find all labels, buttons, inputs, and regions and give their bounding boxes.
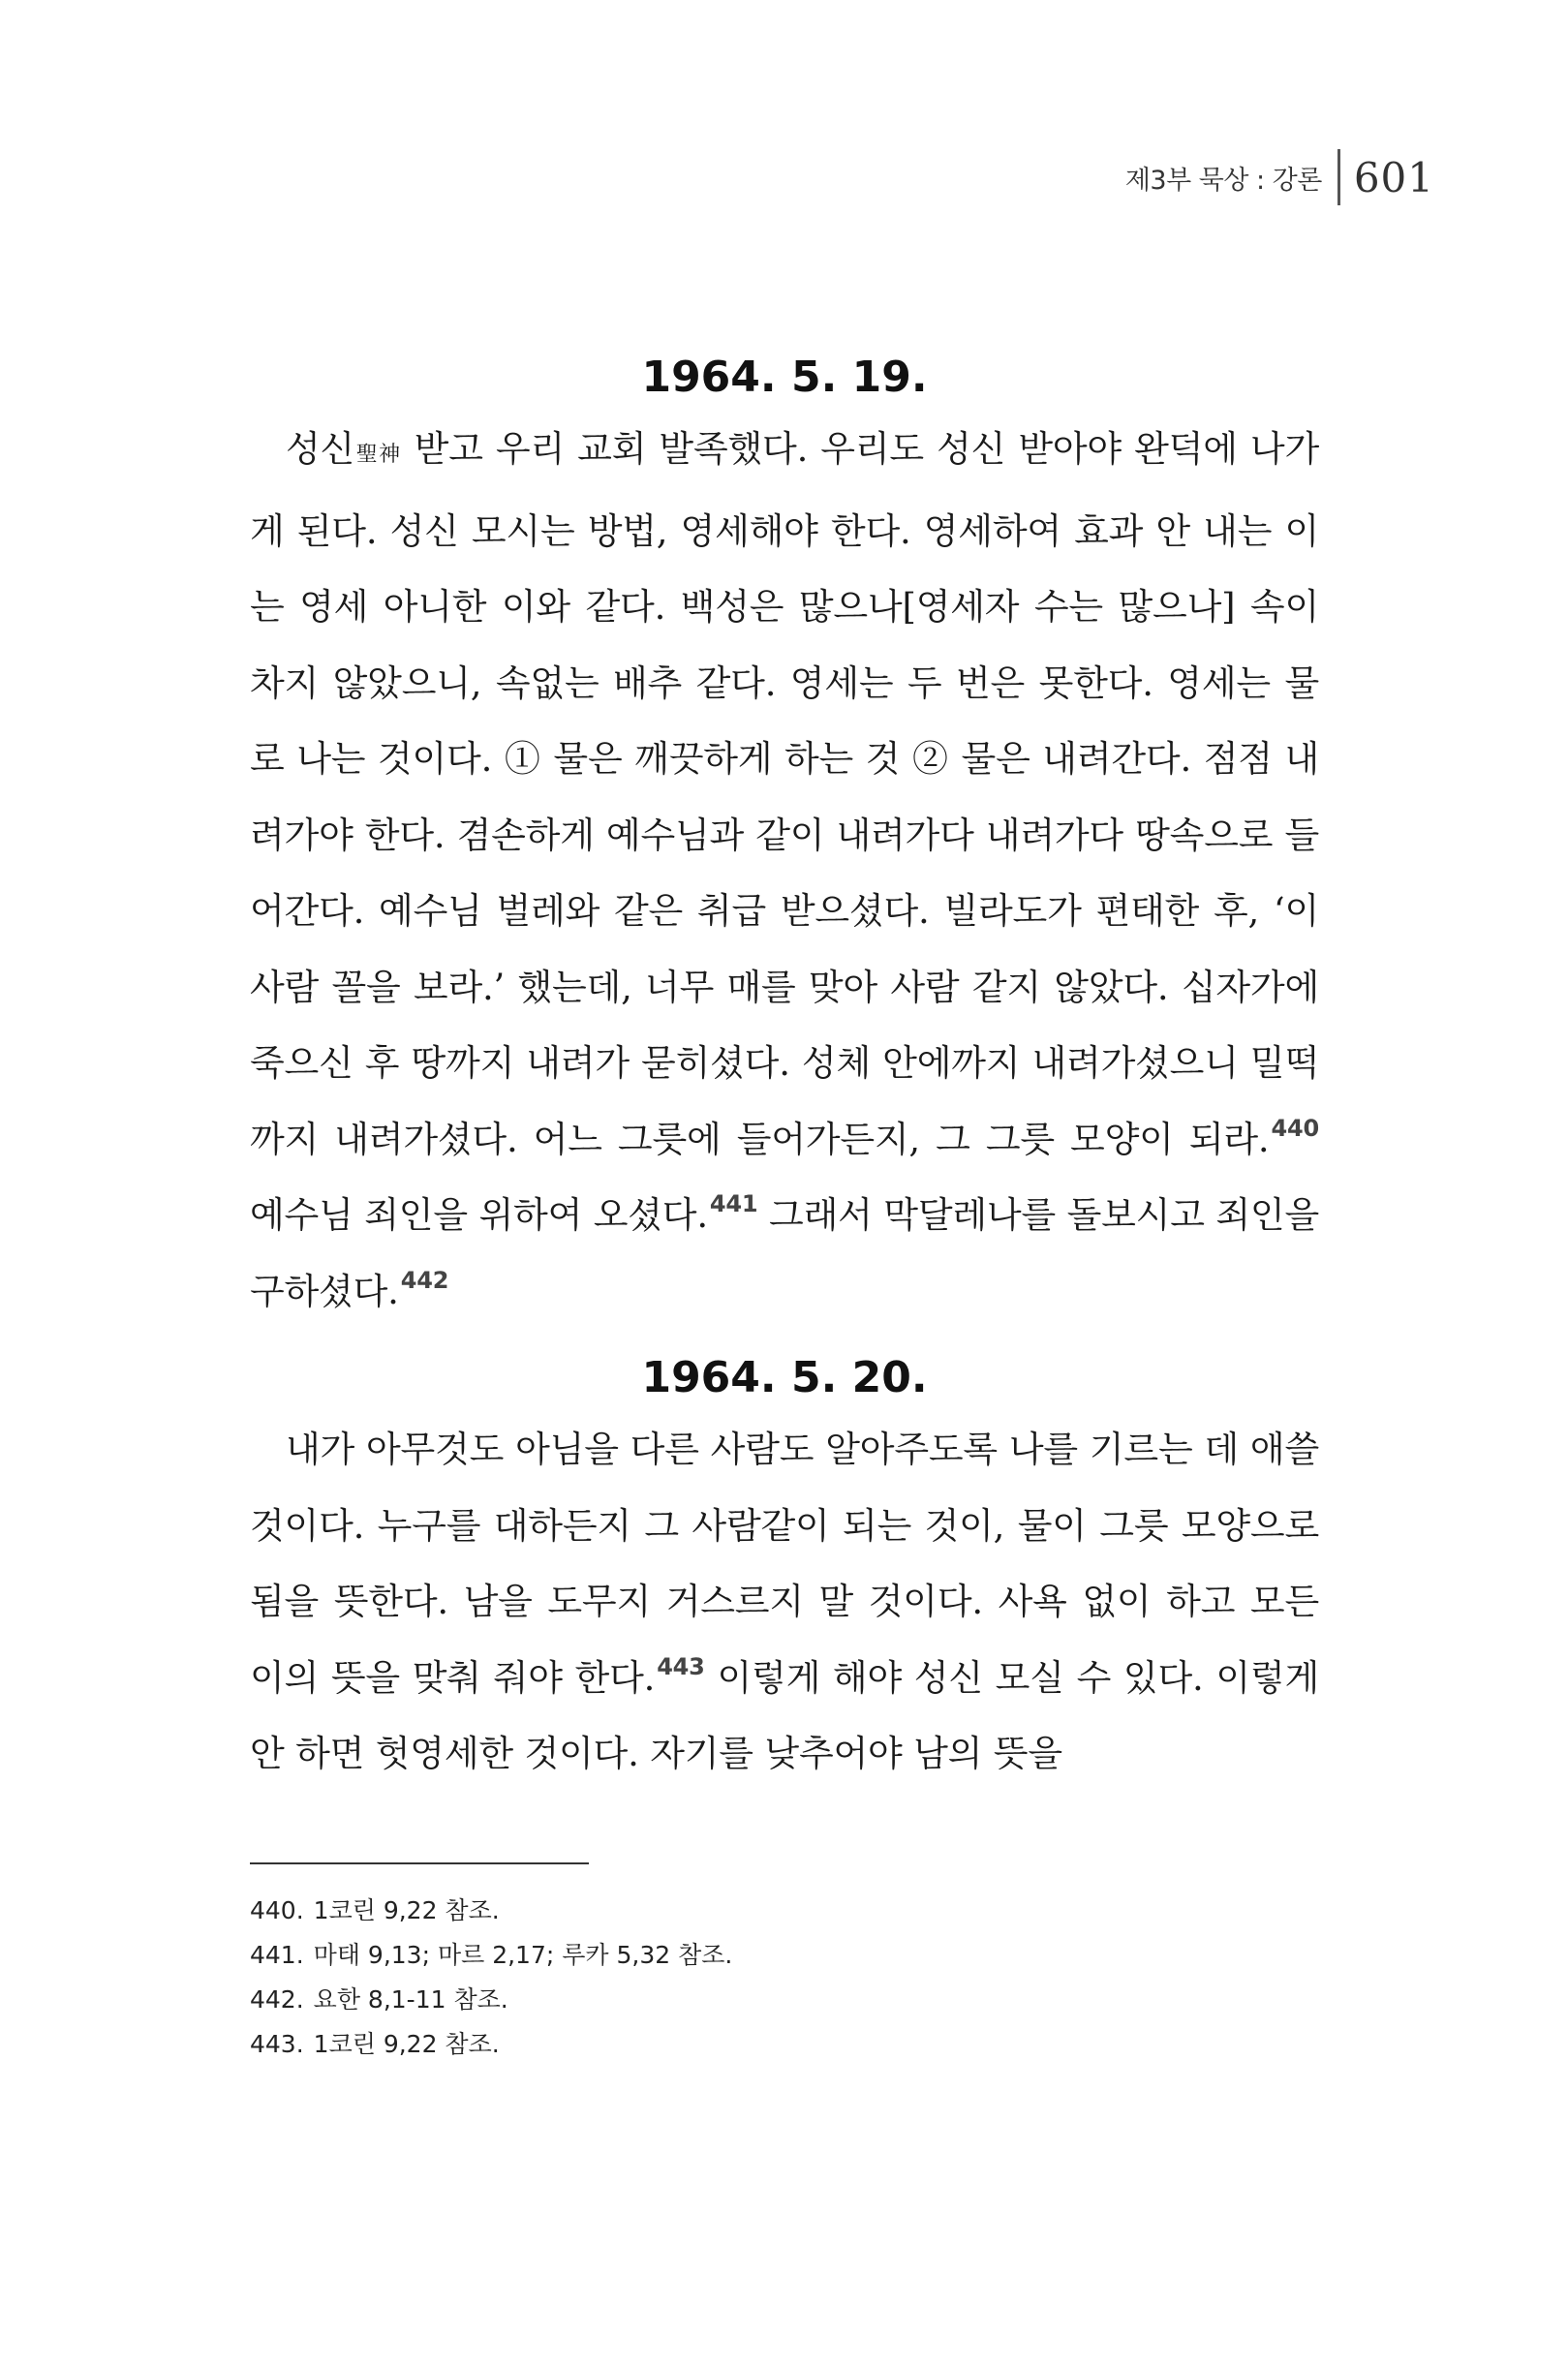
footnote-ref-442[interactable]: 442 [400, 1266, 449, 1294]
footnote-number: 441. [250, 1941, 304, 1969]
body-text: 성신 [286, 428, 355, 470]
footnote-443 [250, 2022, 1319, 2067]
footnote-440 [250, 1889, 1319, 1933]
hanja-annotation: 聖神 [354, 443, 402, 467]
entry-body [250, 1412, 1319, 1793]
footnote-ref-441[interactable]: 441 [709, 1190, 758, 1217]
footnote-number: 440. [250, 1896, 304, 1924]
body-text: 받고 우리 교회 발족했다. 우리도 성신 받아야 완덕에 나가게 된다. 성신 모시는 방법, 영세해야 한다. 영세하여 효과 안 내는 이는 영세 아니한 이와 같다. 백성은 많으나[영세자 수는 많으나] 속이 차지 않았으니, 속없는 배추 같다. 영세는 두 번은 못한다. 영세는 물로 나는 것이다. ① 물은 깨끗하게 하는 것 ② 물은 내려간다. 점점 내려가야 한다. 겸손하게 예수님과 같이 내려가다 내려가다 땅속으로 들어간다. 예수님 벌레와 같은 취급 받으셨다. 빌라도가 편태한 후, ‘이 사람 꼴을 보라.’ 했는데, 너무 매를 맞아 사람 같지 않았다. 십자가에 죽으신 후 땅까지 내려가 묻히셨다. 성체 안에까지 내려가셨으니 밀떡까지 내려가셨다. 어느 그릇에 들어가든지, 그 그릇 모양이 되라. [250, 428, 1319, 1160]
footnote-441 [250, 1933, 1319, 1978]
body-text: 그래서 막달레나를 돌보시고 죄인을 구하셨다. [250, 1194, 1320, 1312]
footnotes [250, 1889, 1319, 2067]
footnote-number: 443. [250, 2030, 304, 2058]
footnote-ref-440[interactable]: 440 [1271, 1114, 1319, 1142]
header-section-title: 제3부 묵상 : 강론 [1124, 165, 1322, 196]
footnote-text: 1코린 9,22 참조. [313, 2030, 500, 2058]
running-header [1125, 143, 1434, 211]
page-number: 601 [1353, 153, 1434, 201]
footnote-text: 요한 8,1-11 참조. [313, 1985, 508, 2014]
body-text: 이렇게 해야 성신 모실 수 있다. 이렇게 안 하면 헛영세한 것이다. 자기를 낮추어야 남의 뜻을 [250, 1656, 1319, 1774]
body-text: 내가 아무것도 아님을 다른 사람도 알아주도록 나를 기르는 데 애쓸 것이다. 누구를 대하든지 그 사람같이 되는 것이, 물이 그릇 모양으로 됨을 뜻한다. 남을 도무지 거스르지 말 것이다. 사욕 없이 하고 모든 이의 뜻을 맞춰 줘야 한다. [250, 1429, 1319, 1699]
footnote-ref-443[interactable]: 443 [657, 1652, 705, 1680]
body-text: 예수님 죄인을 위하여 오셨다. [250, 1194, 708, 1236]
footnote-442 [250, 1978, 1319, 2022]
journal-entry-1964-05-20 [250, 1344, 1319, 1793]
footnote-text: 1코린 9,22 참조. [313, 1896, 500, 1924]
footnote-text: 마태 9,13; 마르 2,17; 루카 5,32 참조. [313, 1941, 733, 1969]
entry-date: 1964. 5. 20. [641, 1353, 928, 1402]
entry-body [250, 412, 1319, 1330]
header-divider [1337, 149, 1340, 205]
journal-entry-1964-05-19 [250, 344, 1319, 1330]
entry-date: 1964. 5. 19. [641, 353, 928, 402]
footnote-number: 442. [250, 1985, 304, 2014]
footnote-divider [250, 1862, 589, 1864]
